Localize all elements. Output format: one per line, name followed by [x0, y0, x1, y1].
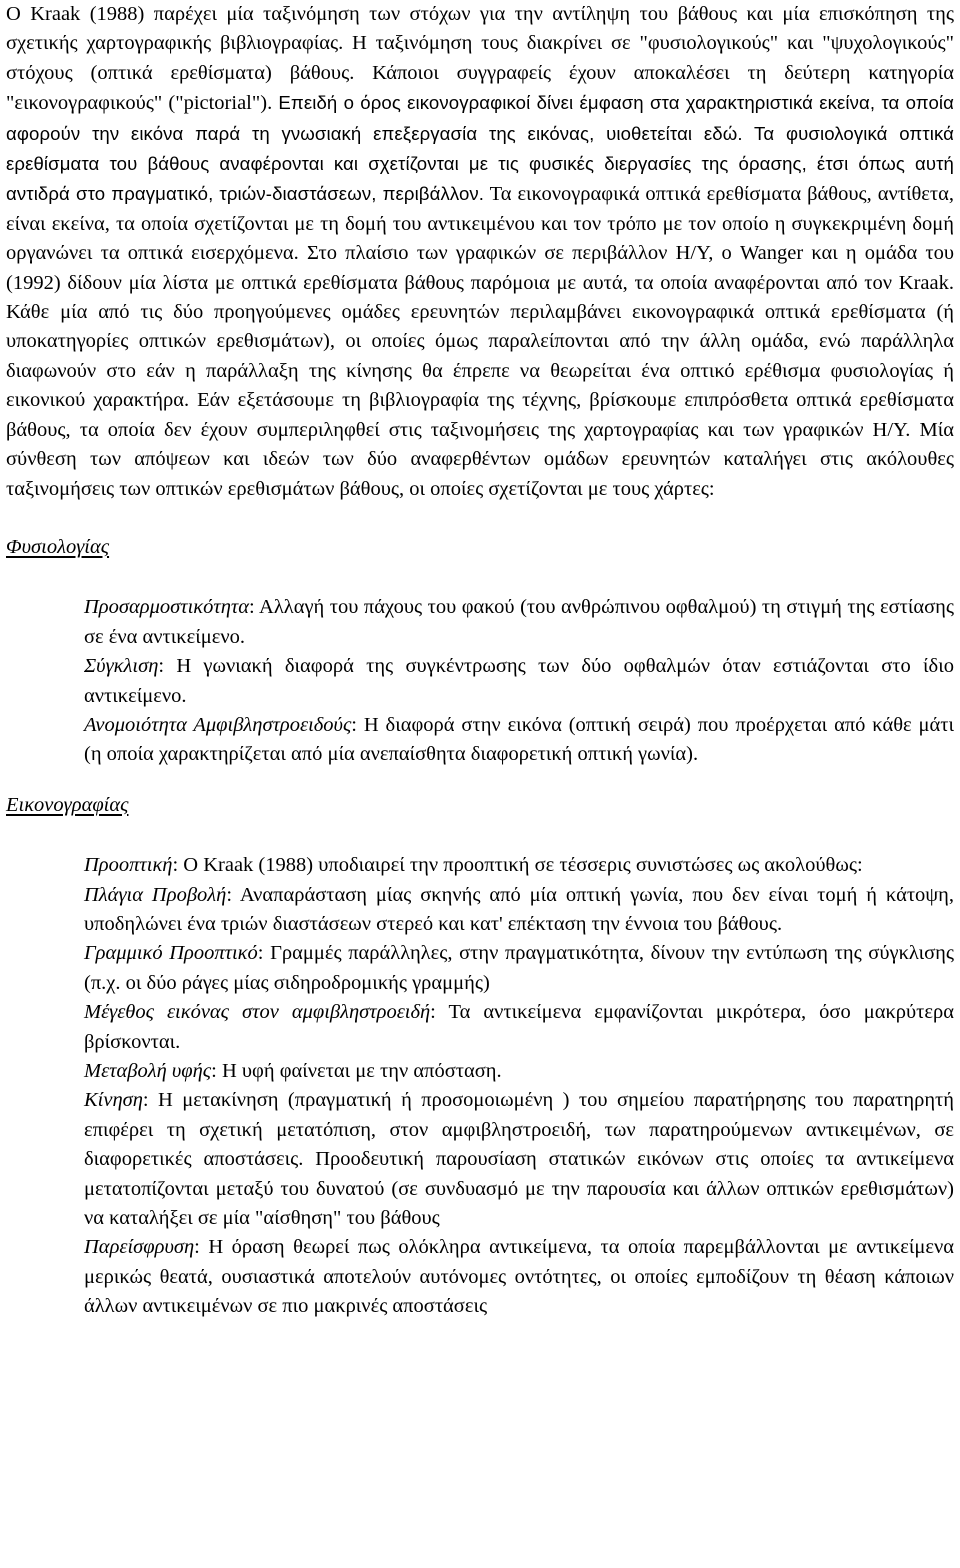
physiology-item [84, 652, 954, 711]
intro-sentence-2: Επειδή ο όρος εικονογραφικοί δίνει έμφαση στα χαρακτηριστικά εκείνα, τα οποία αφορούν την εικόνα παρά τη γνωσιακή επεξεργασία της εικόνας, υιοθετείται εδώ. [6, 92, 954, 144]
entry-term: Προοπτική [84, 854, 173, 877]
physiology-item [84, 593, 954, 652]
entry-term: Πλάγια Προβολή [84, 883, 227, 906]
entry-text: : Η υφή φαίνεται με την απόσταση. [211, 1060, 502, 1082]
pictorial-item [84, 851, 954, 880]
entry-text: : Τα αντικείμενα εμφανίζονται μικρότερα, όσο μακρύτερα βρίσκονται. [84, 1001, 954, 1053]
entry-term: Παρείσφρυση [84, 1236, 195, 1259]
heading-physiology: Φυσιολογίας [6, 535, 110, 558]
entry-term: Προσαρμοστικότητα [84, 596, 249, 619]
entry-term: Μεταβολή υφής [84, 1060, 212, 1082]
intro-sentence-4: Τα εικονογραφικά οπτικά ερεθίσματα βάθους, αντίθετα, είναι εκείνα, τα οποία σχετίζονται με τη δομή του αντικειμένου και τον τρόπο με τον οποίο η συγκεκριμένη δομή οργανώνει τα οπτικά εισερχόμενα. Στο πλαίσιο των γραφικών σε περιβάλλον Η/Υ, ο Wanger και η ομάδα του (1992) δίδουν μία λίστα με οπτικά ερεθίσματα βάθους παρόμοια με αυτά, τα οποία αναφέρονται από τον Kraak. Κάθε μία από τις δύο προηγούμενες ομάδες ερευνητών περιλαμβάνει εικονογραφικά οπτικά ερεθίσματα (ή υποκατηγορίες οπτικών ερεθισμάτων), οι οποίες όμως παραλείπονται από την άλλη ομάδα, ενώ παράλληλα διαφωνούν στο εάν η παράλλαξη της κίνησης θα έπρεπε να θεωρείται ένα οπτικό ερέθισμα φυσιολογίας ή εικονικού χαρακτήρα. Εάν εξετάσουμε τη βιβλιογραφία της τέχνης, βρίσκουμε επιπρόσθετα οπτικά ερεθίσματα βάθους, τα οποία δεν έχουν συμπεριληφθεί στις ταξινομήσεις της χαρτογραφίας και των γραφικών Η/Υ. Μία σύνθεση των απόψεων και ιδεών των δύο αναφερθέντων ομάδων ερευνητών καταλήγει στις ακόλουθες ταξινομήσεις των οπτικών ερεθισμάτων βάθους, οι οποίες σχετίζονται με τους χάρτες: [6, 183, 954, 500]
entry-text: : Η όραση θεωρεί πως ολόκληρα αντικείμενα, τα οποία παρεμβάλλονται με αντικείμενα μερικώς θεατά, ουσιαστικά αποτελούν αυτόνομες οντότητες, οι οποίες εμποδίζουν τη θέαση κάποιων άλλων αντικειμένων σε πιο μακρινές αποστάσεις [84, 1236, 954, 1318]
intro-sentence-1: Ο Kraak (1988) παρέχει μία ταξινόμηση των στόχων για την αντίληψη του βάθους και μία επισκόπηση της σχετικής χαρτογραφικής βιβλιογραφίας. Η ταξινόμηση τους διακρίνει σε "φυσιολογικούς" και "ψυχολογικούς" στόχους (οπτικά ερεθίσματα) βάθους. Κάποιοι συγγραφείς έχουν αποκαλέσει τη δεύτερη κατηγορία "εικονογραφικούς" ("pictorial"). [6, 3, 954, 115]
pictorial-item [84, 881, 954, 940]
entry-term: Κίνηση [84, 1089, 143, 1112]
physiology-list [6, 593, 954, 769]
intro-paragraph [6, 0, 954, 504]
entry-text: : Η μετακίνηση (πραγματική ή προσομοιωμένη ) του σημείου παρατήρησης του παρατηρητή επιφέρει τη σχετική μετατόπιση, στον αμφιβληστροειδή, των παρατηρούμενων αντικειμένων, σε διαφορετικές αποστάσεις. Προοδευτική παρουσίαση στατικών εικόνων στις οποίες τα αντικείμενα μετατοπίζονται μεταξύ του δυνατού (σε συνδυασμό με την παρουσία και άλλων οπτικών ερεθισμάτων) να καταλήξει σε μία "αίσθηση" του βάθους [84, 1089, 954, 1230]
entry-term: Σύγκλιση [84, 655, 159, 678]
section-spacer [6, 770, 954, 791]
entry-term: Ανομοιότητα Αμφιβληστροειδούς [84, 713, 352, 736]
entry-text: : Η γωνιακή διαφορά της συγκέντρωσης των δύο οφθαλμών όταν εστιάζονται στο ίδιο αντικείμενο. [84, 655, 954, 707]
entry-text: : Η διαφορά στην εικόνα (οπτική σειρά) που προέρχεται από κάθε μάτι (η οποία χαρακτηρίζεται από μία ανεπαίσθητα διαφορετική οπτική γωνία). [84, 713, 954, 766]
pictorial-item [84, 1057, 954, 1086]
pictorial-list [6, 851, 954, 1322]
pictorial-item [84, 1086, 954, 1233]
pictorial-item [84, 1233, 954, 1321]
entry-term: Μέγεθος εικόνας στον αμφιβληστροειδή [84, 1001, 431, 1024]
entry-text: : Γραμμές παράλληλες, στην πραγματικότητα, δίνουν την εντύπωση της σύγκλισης (π.χ. οι δύο ράγες μίας σιδηροδρομικής γραμμής) [84, 942, 954, 994]
pictorial-item [84, 939, 954, 998]
entry-text: : Αλλαγή του πάχους του φακού (του ανθρώπινου οφθαλμού) τη στιγμή της εστίασης σε ένα αντικείμενο. [84, 596, 954, 648]
heading-pictorial: Εικονογραφίας [6, 793, 129, 816]
entry-term: Γραμμικό Προοπτικό [84, 942, 258, 965]
intro-sentence-3: Τα φυσιολογικά οπτικά ερεθίσματα του βάθους αναφέρονται και σχετίζονται με τις φυσικές διεργασίες της όρασης, έτσι όπως αυτή αντιδρά στο πραγματικό, τριών-διαστάσεων, περιβάλλον. [6, 122, 954, 205]
entry-text: : Αναπαράσταση μίας σκηνής από μία οπτική γωνία, που δεν είναι τομή ή κάτοψη, υποδηλώνει ένα τριών διαστάσεων στερεό και κατ' επέκταση την έννοια του βάθους. [84, 883, 954, 935]
entry-text: : Ο Kraak (1988) υποδιαιρεί την προοπτική σε τέσσερις συνιστώσες ως ακολούθως: [172, 854, 863, 877]
pictorial-item [84, 998, 954, 1057]
physiology-item [84, 711, 954, 770]
